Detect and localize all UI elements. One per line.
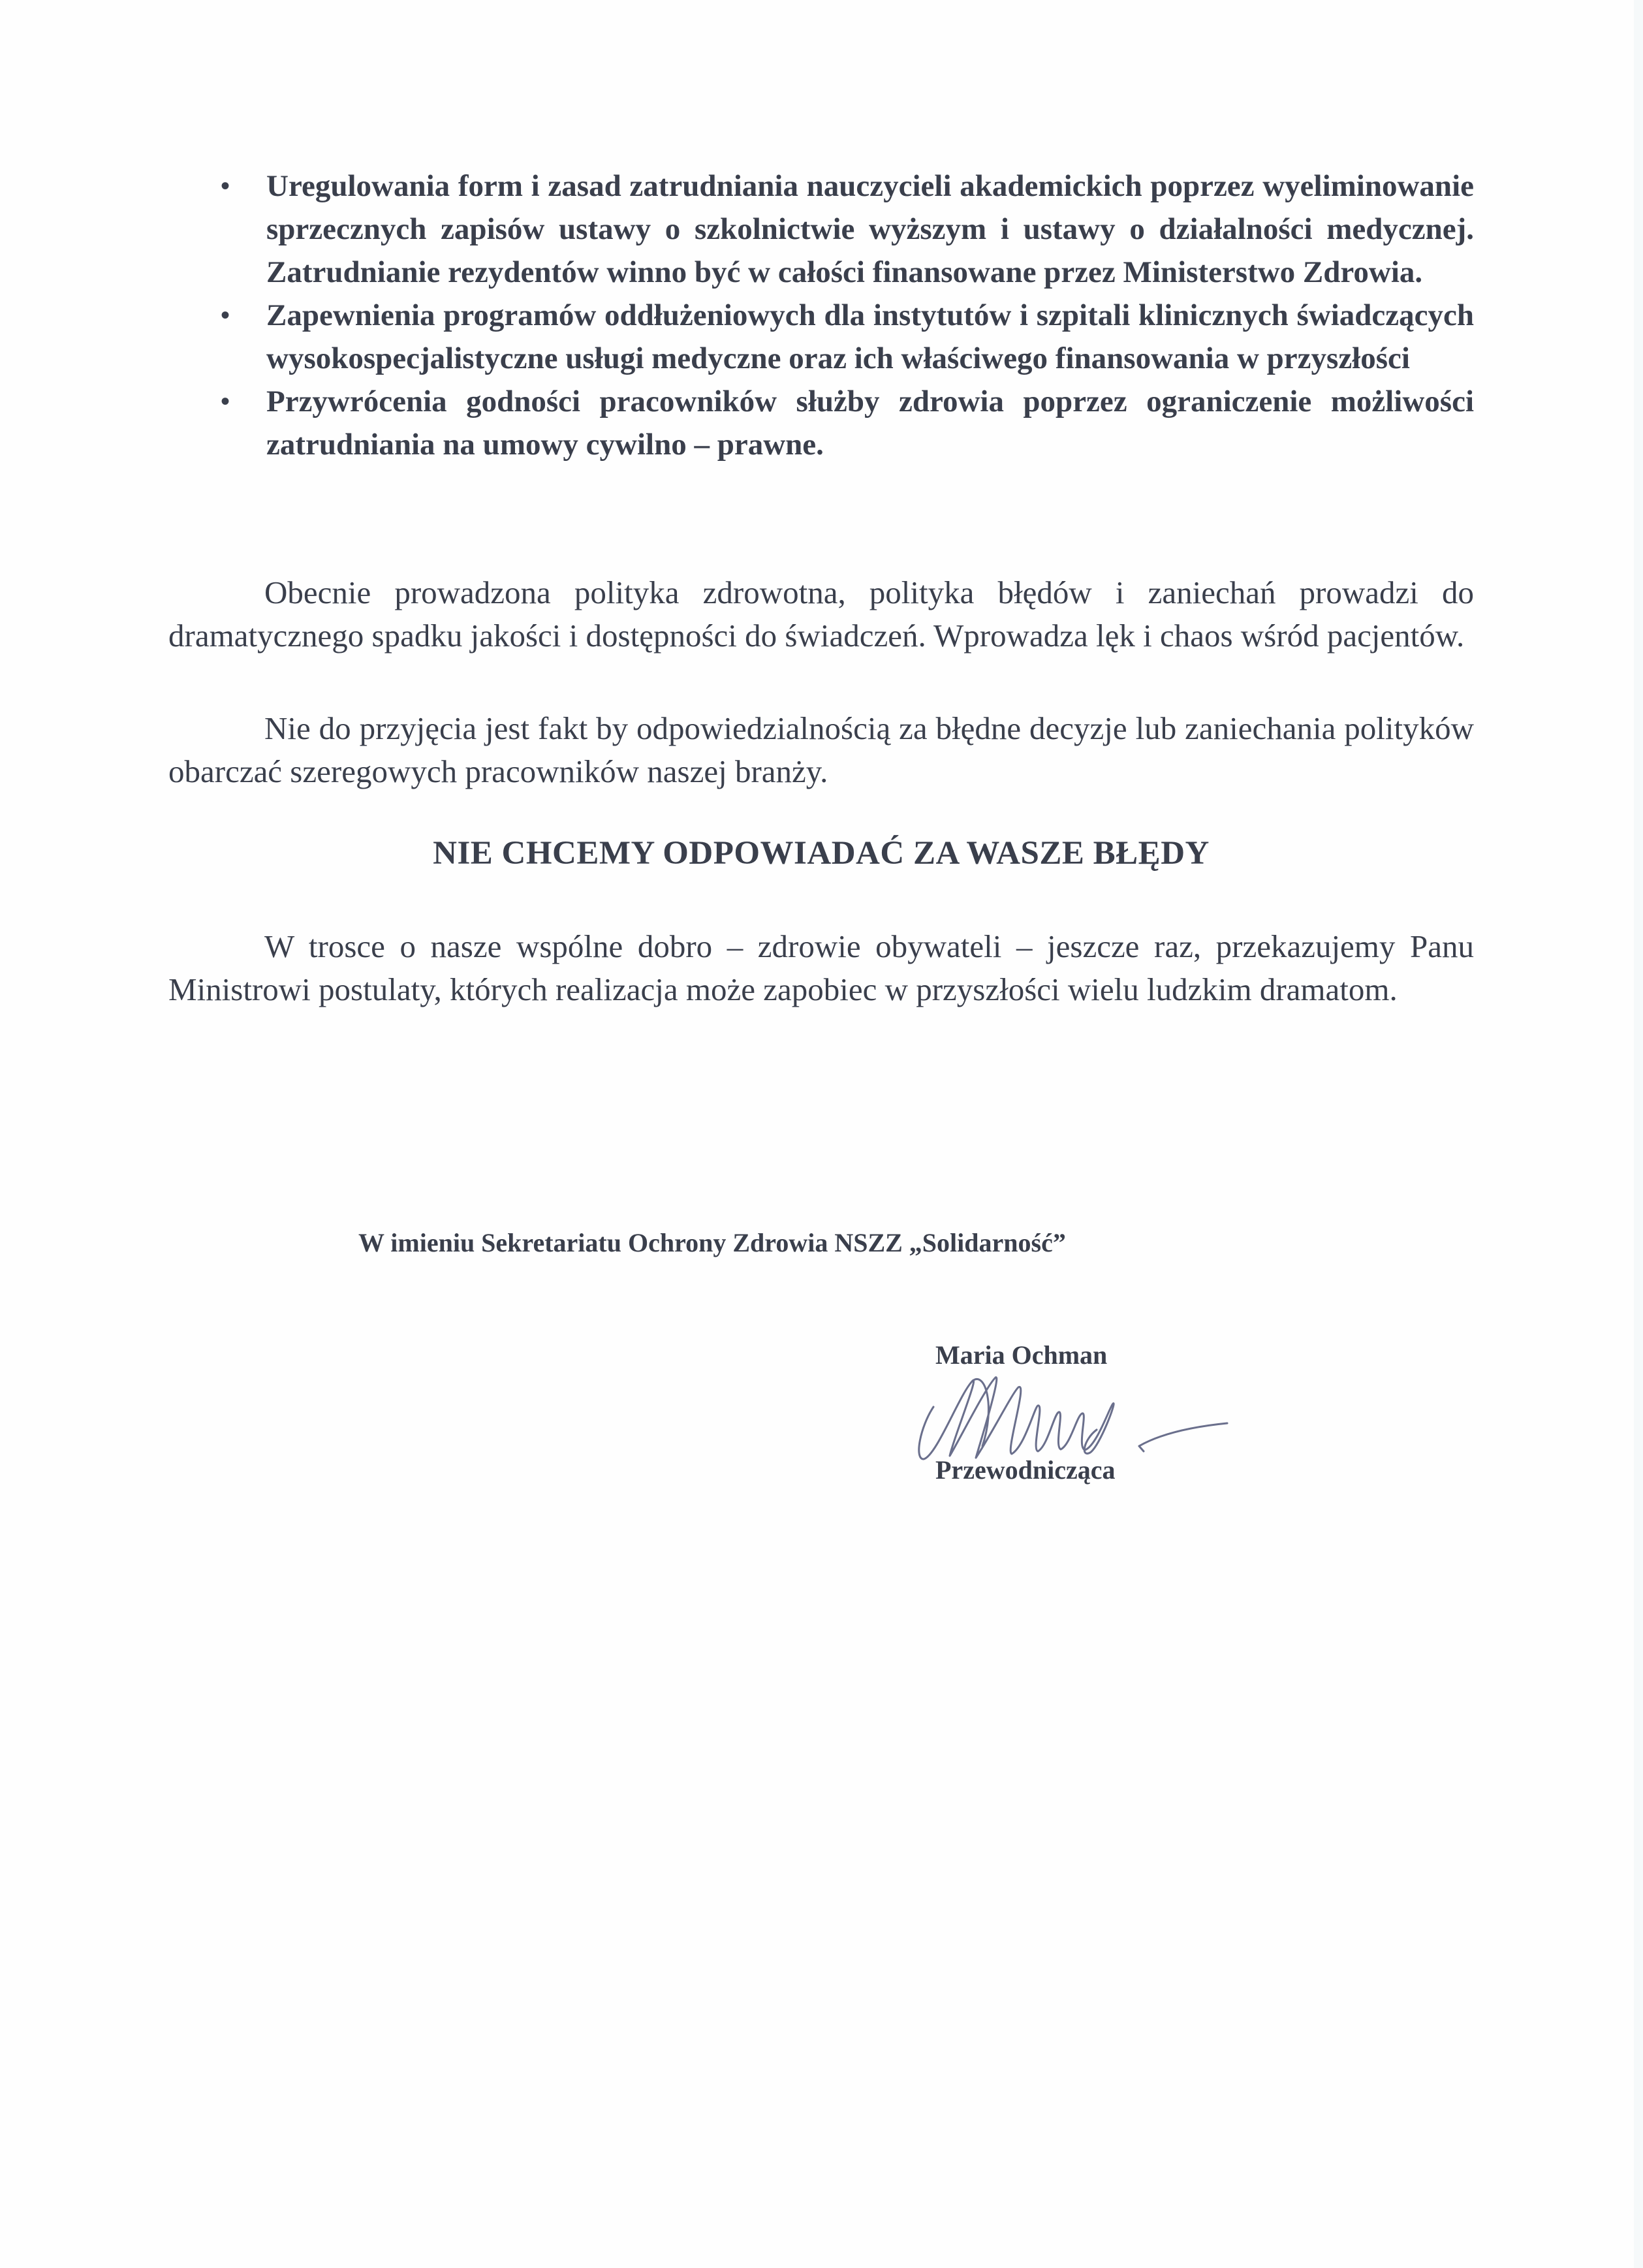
paragraph-text: W trosce o nasze wspólne dobro – zdrowie obywateli – jeszcze raz, przekazujemy Panu Ministrowi postulaty, których realizacja może zapobiec w przyszłości wielu ludzkim dramatom. <box>168 928 1474 1007</box>
signer-name: Maria Ochman <box>935 1340 1108 1370</box>
bullet-icon: • <box>221 300 230 330</box>
paragraph-text: Nie do przyjęcia jest fakt by odpowiedzialnością za błędne decyzje lub zaniechania polityków obarczać szeregowych pracowników naszej branży. <box>168 710 1474 789</box>
postulate-text: Uregulowania form i zasad zatrudniania nauczycieli akademickich poprzez wyeliminowanie sprzecznych zapisów ustawy o szkolnictwie wyższym i ustawy o działalności medycznej. Zatrudnianie rezydentów winno być w całości finansowane przez Ministerstwo Zdrowia. <box>266 169 1474 289</box>
postulate-text: Zapewnienia programów oddłużeniowych dla instytutów i szpitali klinicznych świadczących wysokospecjalistyczne usługi medyczne oraz ich właściwego finansowania w przyszłości <box>266 298 1474 375</box>
signature-stroke <box>919 1378 1114 1459</box>
postulate-item <box>215 165 1474 294</box>
letter-heading: NIE CHCEMY ODPOWIADAĆ ZA WASZE BŁĘDY <box>433 835 1210 872</box>
postulate-item <box>215 380 1474 466</box>
postulate-text: Przywrócenia godności pracowników służby zdrowia poprzez ograniczenie możliwości zatrudniania na umowy cywilno – prawne. <box>266 385 1474 462</box>
bullet-icon: • <box>221 171 230 200</box>
paragraph-text: Obecnie prowadzona polityka zdrowotna, polityka błędów i zaniechań prowadzi do dramatycznego spadku jakości i dostępności do świadczeń. Wprowadza lęk i chaos wśród pacjentów. <box>168 575 1474 654</box>
paragraph-responsibility <box>168 707 1474 793</box>
paragraph-appeal <box>168 925 1474 1011</box>
handwritten-signature <box>914 1368 1332 1466</box>
organization-line: W imieniu Sekretariatu Ochrony Zdrowia NSZZ „Solidarność” <box>358 1228 1066 1257</box>
postulate-item <box>215 294 1474 380</box>
signature-stroke <box>973 1379 988 1446</box>
scan-edge <box>1634 0 1643 2268</box>
postulates-list <box>215 165 1474 466</box>
bullet-icon: • <box>221 386 230 416</box>
paragraph-policy <box>168 571 1474 657</box>
signature-flourish <box>1139 1423 1227 1451</box>
signer-title: Przewodnicząca <box>935 1455 1116 1485</box>
